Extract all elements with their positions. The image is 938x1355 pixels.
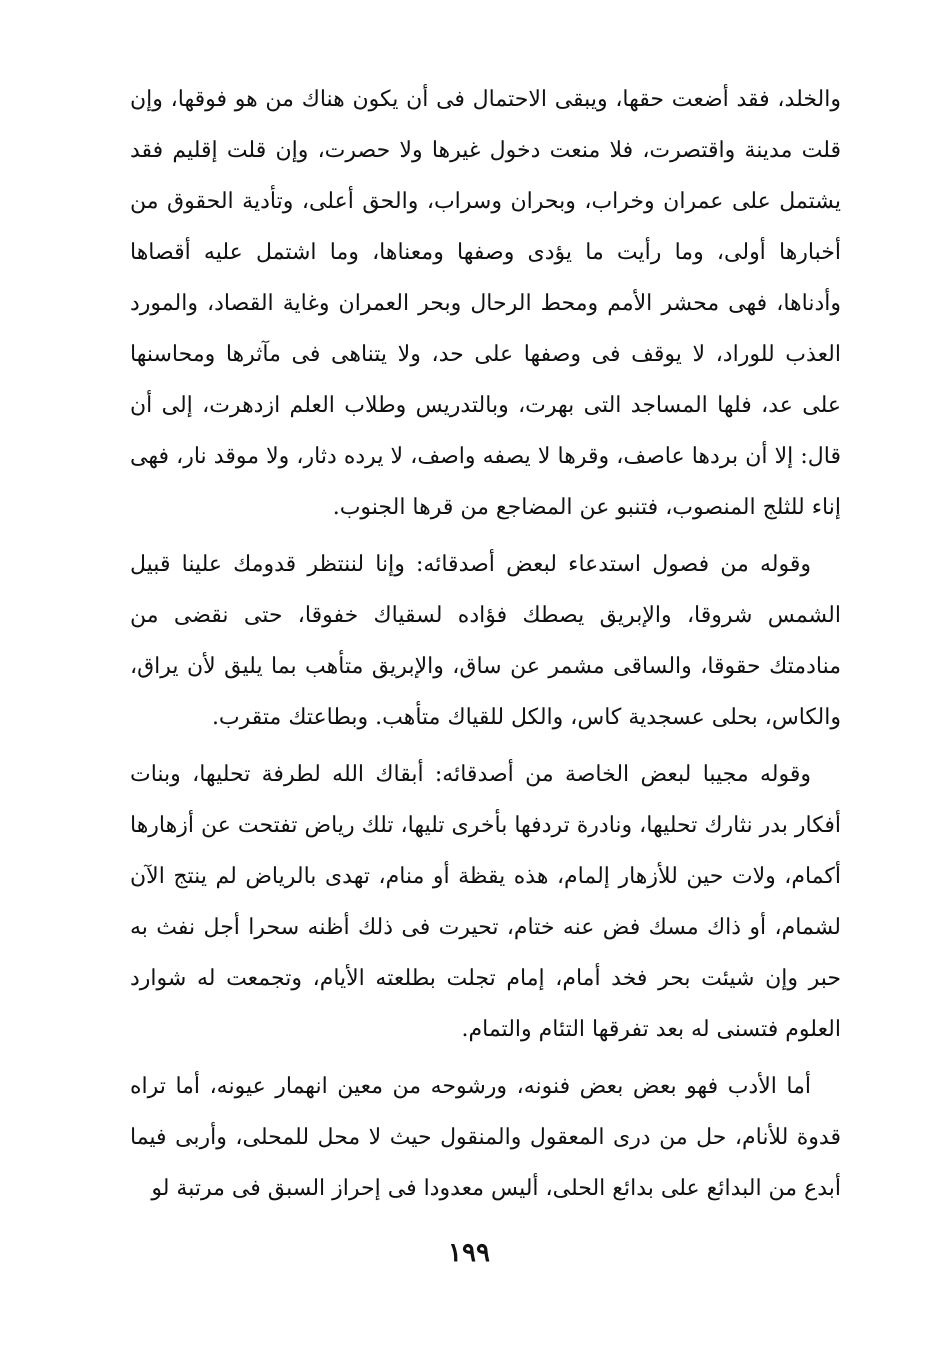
paragraph-3: وقوله مجيبا لبعض الخاصة من أصدقائه: أبقاك الله لطرفة تحليها، وبنات أفكار بدر نثارك تحليها، ونادرة تردفها بأخرى تليها، تلك رياض تفتحت عن أزهارها أكمام، ولات حين للأزهار إلمام، هذه يقظة أو منام، تهدى بالرياض لم ينتج الآن لشمام، أو ذاك مسك فض عنه ختام، تحيرت فى ذلك أظنه سحرا أجل نفث به حبر وإن شيئت بحر فخد أمام، إمام تجلت بطلعته الأيام، وتجمعت له شوارد العلوم فتسنى له بعد تفرقها التئام والتمام. <box>130 762 841 1042</box>
paragraph-1: والخلد، فقد أضعت حقها، ويبقى الاحتمال فى أن يكون هناك من هو فوقها، وإن قلت مدينة واقتصرت، فلا منعت دخول غيرها ولا حصرت، وإن قلت إقليم فقد يشتمل على عمران وخراب، وبحران وسراب، والحق أعلى، وتأدية الحقوق من أخبارها أولى، وما رأيت ما يؤدى وصفها ومعناها، وما اشتمل عليه أقصاها وأدناها، فهى محشر الأمم ومحط الرحال وبحر العمران وغاية القصاد، والمورد العذب للوراد، لا يوقف فى وصفها على حد، ولا يتناهى فى مآثرها ومحاسنها على عد، فلها المساجد التى بهرت، وبالتدريس وطلاب العلم ازدهرت، إلى أن قال: إلا أن بردها عاصف، وقرها لا يصفه واصف، لا يرده دثار، ولا موقد نار، فهى إناء للثلج المنصوب، فتنبو عن المضاجع من قرها الجنوب. <box>130 87 841 520</box>
body-text <box>130 74 841 1220</box>
paragraph-2: وقوله من فصول استدعاء لبعض أصدقائه: وإنا لننتظر قدومك علينا قبيل الشمس شروقا، والإبريق يصطك فؤاده لسقياك خفوقا، حتى نقضى من منادمتك حقوقا، والساقى مشمر عن ساق، والإبريق متأهب بما يليق لأن يراق، والكاس، بحلى عسجدية كاس، والكل للقياك متأهب. وبطاعتك متقرب. <box>130 552 841 730</box>
paragraph-4: أما الأدب فهو بعض بعض فنونه، ورشوحه من معين انهمار عيونه، أما تراه قدوة للأنام، حل من درى المعقول والمنقول حيث لا محل للمحلى، وأربى فيما أبدع من البدائع على بدائع الحلى، أليس معدودا فى إحراز السبق فى مرتبة لو <box>130 1074 841 1201</box>
page-number: ١٩٩ <box>448 1238 490 1268</box>
